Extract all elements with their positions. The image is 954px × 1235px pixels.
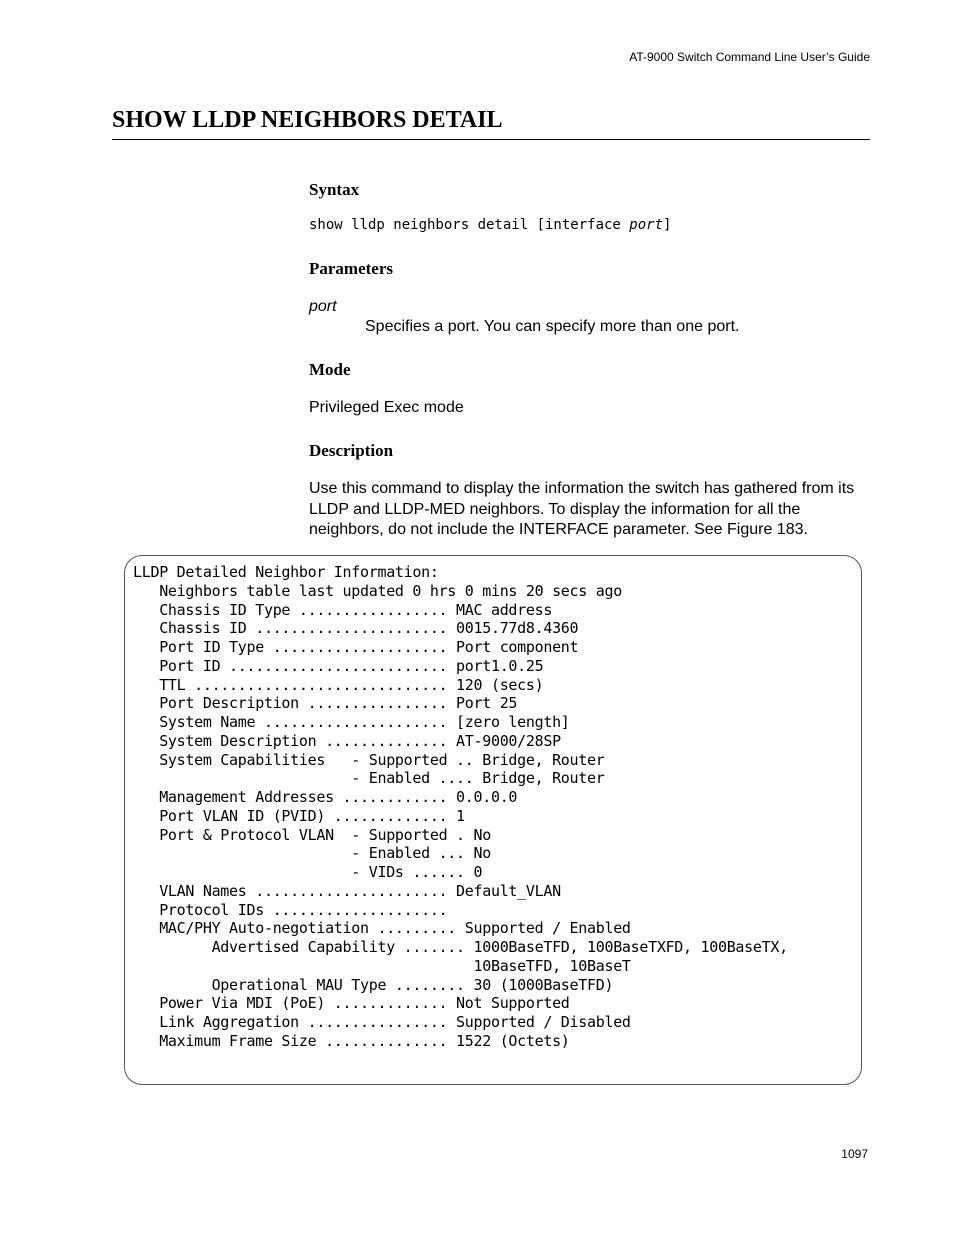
output-line: Chassis ID ...................... 0015.77d8.4360: [133, 619, 579, 638]
output-line: TTL ............................. 120 (secs): [133, 675, 544, 694]
output-line: System Name ..................... [zero length]: [133, 713, 570, 731]
output-line: 10BaseTFD, 10BaseT: [133, 956, 631, 975]
syntax-command-arg: port: [629, 217, 664, 233]
output-line: Maximum Frame Size .............. 1522 (Octets): [133, 1031, 570, 1050]
output-line: - Enabled .... Bridge, Router: [133, 769, 605, 788]
page-title: SHOW LLDP NEIGHBORS DETAIL: [112, 107, 503, 133]
output-line: Advertised Capability ....... 1000BaseTFD, 100BaseTXFD, 100BaseTX,: [133, 938, 788, 956]
description-text: Use this command to display the information the switch has gathered from its LLDP and LLDP-MED neighbors. To display the information for all the neighbors, do not include the INTERFACE parameter. See Figure 183.: [309, 480, 855, 538]
description-heading: Description: [309, 441, 394, 460]
syntax-command-prefix: show lldp neighbors detail [interface: [309, 217, 630, 233]
output-line: Link Aggregation ................ Supported / Disabled: [133, 1013, 631, 1031]
syntax-heading: Syntax: [309, 180, 360, 199]
page-number: 1097: [841, 1147, 868, 1161]
syntax-command-suffix: ]: [663, 217, 672, 233]
output-line: Neighbors table last updated 0 hrs 0 mins 20 secs ago: [133, 581, 622, 600]
output-line: System Description .............. AT-9000/28SP: [133, 731, 561, 750]
mode-text: Privileged Exec mode: [309, 399, 464, 416]
output-line: Port ID ......................... port1.0.25: [133, 656, 544, 675]
output-line: Port Description ................ Port 25: [133, 694, 518, 713]
running-header: AT-9000 Switch Command Line User’s Guide: [629, 50, 870, 64]
output-line: - Enabled ... No: [133, 844, 491, 863]
figure-command-output: [133, 563, 788, 1051]
syntax-command: [309, 217, 671, 233]
output-line: Port VLAN ID (PVID) ............. 1: [133, 806, 465, 825]
output-line: Operational MAU Type ........ 30 (1000BaseTFD): [133, 975, 614, 994]
output-line: LLDP Detailed Neighbor Information:: [133, 563, 439, 581]
output-line: MAC/PHY Auto-negotiation ......... Supported / Enabled: [133, 919, 631, 938]
title-divider: [112, 139, 870, 140]
output-line: VLAN Names ...................... Default_VLAN: [133, 881, 561, 900]
parameter-name: port: [309, 298, 337, 315]
output-line: Management Addresses ............ 0.0.0.0: [133, 788, 518, 806]
output-line: System Capabilities - Supported .. Bridge, Router: [133, 750, 605, 769]
output-line: Power Via MDI (PoE) ............. Not Supported: [133, 994, 570, 1013]
output-line: Chassis ID Type ................. MAC address: [133, 600, 553, 619]
output-line: Protocol IDs ....................: [133, 900, 448, 919]
mode-heading: Mode: [309, 360, 351, 379]
parameters-heading: Parameters: [309, 259, 394, 278]
parameter-description: Specifies a port. You can specify more than one port.: [365, 318, 740, 335]
output-line: Port & Protocol VLAN - Supported . No: [133, 825, 491, 844]
output-line: - VIDs ...... 0: [133, 863, 483, 881]
output-line: Port ID Type .................... Port component: [133, 638, 579, 656]
